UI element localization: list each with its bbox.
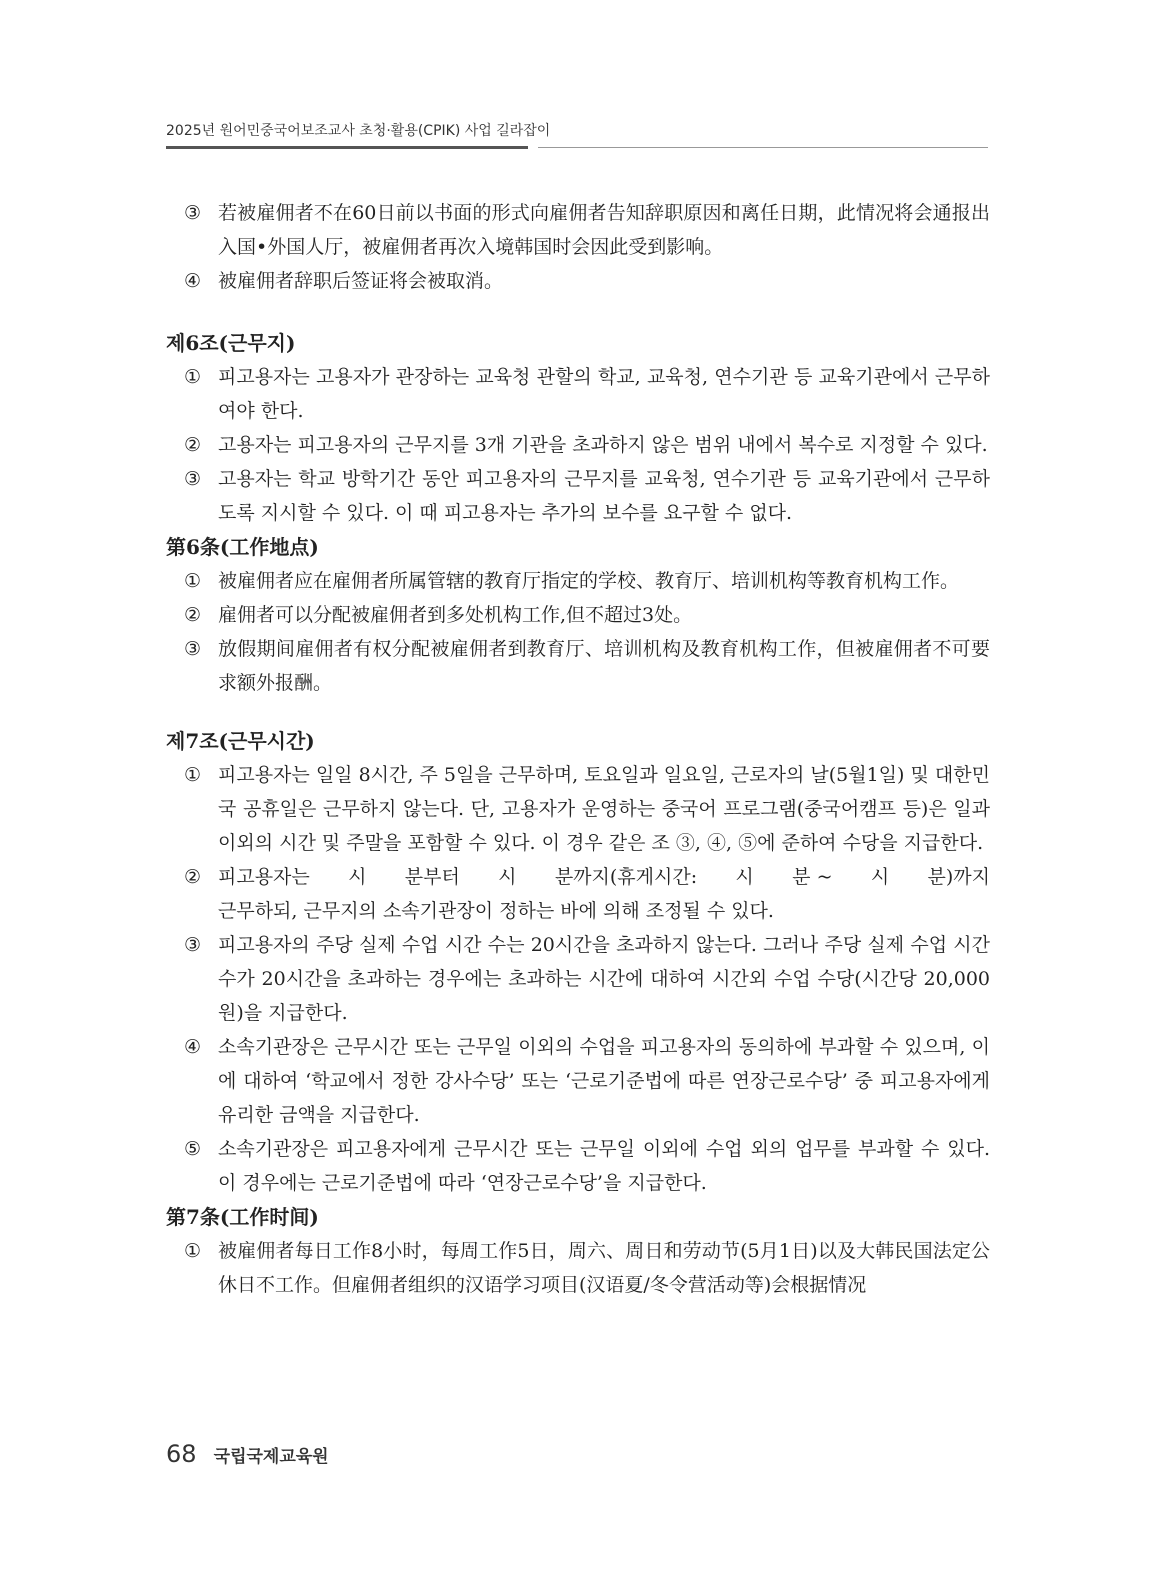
section-gap [166,298,990,326]
page-number: 68 [166,1440,197,1468]
item-number: ④ [184,270,202,292]
item-text: 피고용자는 일일 8시간, 주 5일을 근무하며, 토요일과 일요일, 근로자의 날(5월1일) 및 대한민국 공휴일은 근무하지 않는다. 단, 고용자가 운영하는 중국어 프로그램(중국어캠프 등)은 일과 이외의 시간 및 주말을 포함할 수 있다. 이 경우 같은 조 ③, ④, ⑤에 준하여 수당을 지급한다. [218,764,990,854]
list-item [166,360,990,428]
list-item [166,1234,990,1302]
page-footer [166,1440,329,1480]
list-item [166,860,990,928]
header-rule-thick [166,146,528,149]
item-number: ① [184,366,202,388]
running-header [166,120,988,152]
item-number: ③ [184,202,202,224]
header-title: 2025년 원어민중국어보조교사 초청·활용(CPIK) 사업 길라잡이 [166,123,551,139]
item-text: 被雇佣者每日工作8小时，每周工作5日，周六、周日和劳动节(5月1日)以及大韩民国法定公休日不工作。但雇佣者组织的汉语学习项目(汉语夏/冬令营活动等)会根据情况 [218,1240,990,1296]
list-item [166,758,990,860]
article-heading: 第6条(工作地点) [166,535,319,559]
list-item [166,196,990,264]
item-text: 피고용자의 주당 실제 수업 시간 수는 20시간을 초과하지 않는다. 그러나 주당 실제 수업 시간수가 20시간을 초과하는 경우에는 초과하는 시간에 대하여 시간외 수업 수당(시간당 20,000원)을 지급한다. [218,934,990,1024]
item-text: 雇佣者可以分配被雇佣者到多处机构工作,但不超过3处。 [218,604,693,626]
item-number: ③ [184,468,202,490]
item-number: ② [184,866,202,888]
item-number: ① [184,570,202,592]
item-number: ④ [184,1036,202,1058]
article-heading: 제7조(근무시간) [166,729,315,753]
header-rule-thin [538,147,988,148]
list-item [166,462,990,530]
item-number: ① [184,1240,202,1262]
list-item [166,632,990,700]
item-number: ③ [184,934,202,956]
item-text: 고용자는 학교 방학기간 동안 피고용자의 근무지를 교육청, 연수기관 등 교육기관에서 근무하도록 지시할 수 있다. 이 때 피고용자는 추가의 보수를 요구할 수 없다. [218,468,990,524]
item-text: 被雇佣者应在雇佣者所属管辖的教育厅指定的学校、教育厅、培训机构等教育机构工作。 [218,570,960,592]
list-item [166,564,990,598]
footer-org-name: 국립국제교육원 [213,1446,329,1467]
item-number: ② [184,434,202,456]
list-item [166,928,990,1030]
document-body [166,196,990,1302]
item-number: ③ [184,638,202,660]
item-text: 소속기관장은 근무시간 또는 근무일 이외의 수업을 피고용자의 동의하에 부과할 수 있으며, 이에 대하여 ‘학교에서 정한 강사수당’ 또는 ‘근로기준법에 따른 연장근로수당’ 중 피고용자에게 유리한 금액을 지급한다. [218,1036,990,1126]
list-item [166,1132,990,1200]
item-text: 피고용자는 시 분부터 시 분까지(휴게시간: 시 분 ~ 시 분)까지 근무하되, 근무지의 소속기관장이 정하는 바에 의해 조정될 수 있다. [218,866,990,922]
item-text: 소속기관장은 피고용자에게 근무시간 또는 근무일 이외에 수업 외의 업무를 부과할 수 있다. 이 경우에는 근로기준법에 따라 ‘연장근로수당’을 지급한다. [218,1138,990,1194]
article-heading: 제6조(근무지) [166,331,296,355]
item-number: ⑤ [184,1138,202,1160]
item-number: ① [184,764,202,786]
list-item [166,1030,990,1132]
item-text: 被雇佣者辞职后签证将会被取消。 [218,270,504,292]
item-text: 若被雇佣者不在60日前以书面的形式向雇佣者告知辞职原因和离任日期，此情况将会通报出入国•外国人厅，被雇佣者再次入境韩国时会因此受到影响。 [218,202,990,258]
item-text: 고용자는 피고용자의 근무지를 3개 기관을 초과하지 않은 범위 내에서 복수로 지정할 수 있다. [218,434,988,456]
item-text: 피고용자는 고용자가 관장하는 교육청 관할의 학교, 교육청, 연수기관 등 교육기관에서 근무하여야 한다. [218,366,990,422]
list-item [166,264,990,298]
article-heading: 第7条(工作时间) [166,1205,319,1229]
item-number: ② [184,604,202,626]
list-item [166,428,990,462]
section-gap [166,700,990,724]
list-item [166,598,990,632]
item-text: 放假期间雇佣者有权分配被雇佣者到教育厅、培训机构及教育机构工作，但被雇佣者不可要求额外报酬。 [218,638,990,694]
